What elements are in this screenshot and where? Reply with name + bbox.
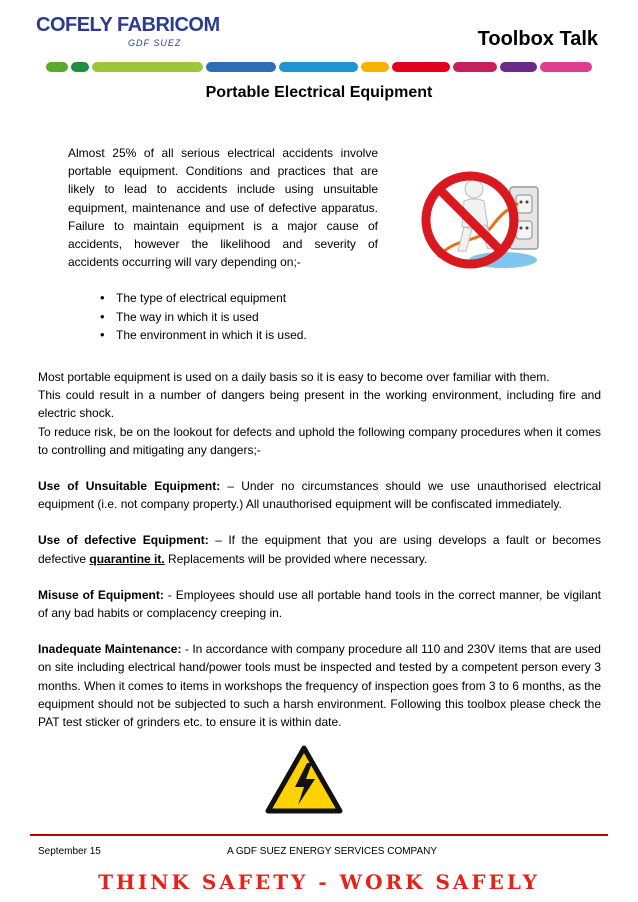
- color-segment: [206, 62, 276, 72]
- color-segment: [361, 62, 389, 72]
- color-segment: [71, 62, 89, 72]
- color-segment: [279, 62, 359, 72]
- quarantine-emphasis: quarantine it.: [89, 551, 165, 566]
- footer-company: A GDF SUEZ ENERGY SERVICES COMPANY: [227, 846, 438, 857]
- company-logo: [36, 14, 226, 54]
- safety-slogan: THINK SAFETY - WORK SAFELY: [98, 870, 540, 894]
- section-heading: Inadequate Maintenance:: [38, 642, 182, 657]
- bullet-list: [100, 289, 400, 345]
- list-item: • The environment in which it is used.: [100, 326, 400, 345]
- color-segment: [46, 62, 68, 72]
- prohibition-slash: [439, 189, 501, 251]
- brand-color-bar: [46, 62, 592, 72]
- body-content: [38, 368, 601, 731]
- color-segment: [540, 62, 592, 72]
- section-heading: Use of Unsuitable Equipment:: [38, 479, 221, 494]
- footer-date: September 15: [38, 846, 101, 857]
- color-segment: [500, 62, 538, 72]
- no-electrical-hazard-illustration: [418, 165, 543, 275]
- color-segment: [392, 62, 450, 72]
- paragraph-familiarity: Most portable equipment is used on a daily basis so it is easy to become over familiar with them.: [38, 370, 550, 384]
- logo-subbrand: GDF SUEZ: [128, 38, 182, 48]
- document-type-title: Toolbox Talk: [477, 28, 598, 50]
- list-item: • The type of electrical equipment: [100, 289, 400, 308]
- section-text: - Employees should use all portable hand tools in the correct manner, be vigilant of any bad habits or complacency creeping in.: [38, 587, 602, 621]
- footer-divider: [30, 834, 608, 836]
- section-unsuitable-equipment: [38, 477, 601, 513]
- logo-word-cofely: COFELY: [36, 14, 117, 36]
- section-misuse: [38, 586, 601, 622]
- intro-paragraph: Almost 25% of all serious electrical accidents involve portable equipment. Conditions and practices that are likely to lead to accidents include using unsuitable equipment, maintenance and use of defective apparatus. Failure to maintain equipment is a major cause of accidents, however the likelihood and severity of accidents occurring will vary depending on;-: [68, 146, 378, 270]
- list-item: • The way in which it is used: [100, 308, 400, 327]
- color-segment: [92, 62, 203, 72]
- section-text: – If the equipment that you are using develops a fault or becomes defective: [38, 533, 601, 566]
- section-text: – Under no circumstances should we use unauthorised electrical equipment (i.e. not company property.) All unauthorised equipment will be confiscated immediately.: [38, 479, 601, 512]
- paragraph-reduce-risk: To reduce risk, be on the lookout for defects and uphold the following company procedures when it comes to controlling and mitigating any dangers;-: [38, 424, 601, 457]
- page-title: Portable Electrical Equipment: [205, 84, 433, 101]
- section-maintenance: [38, 640, 601, 731]
- figure-head: [465, 180, 483, 198]
- section-text: - In accordance with company procedure all 110 and 230V items that are used on site including electrical hand/power tools must be inspected and tested by a competent person every 3 months. When it comes to items in workshops the frequency of inspection goes from 3 to 6 months, as the equipment should not be subjected to such a harsh environment. Following this toolbox please check the PAT test sticker of grinders etc. to ensure it is within date.: [38, 642, 601, 730]
- logo-word-fabricom: FABRICOM: [116, 14, 220, 36]
- section-heading: Use of defective Equipment:: [38, 533, 209, 548]
- section-defective-equipment: [38, 531, 601, 567]
- section-heading: Misuse of Equipment:: [38, 587, 164, 602]
- section-text: Replacements will be provided where necessary.: [164, 551, 428, 566]
- color-segment: [453, 62, 497, 72]
- paragraph-dangers: This could result in a number of dangers being present in the working environment, including fire and electric shock.: [38, 388, 601, 421]
- logo-wordmark: [36, 14, 226, 36]
- electrical-warning-icon: [265, 745, 343, 815]
